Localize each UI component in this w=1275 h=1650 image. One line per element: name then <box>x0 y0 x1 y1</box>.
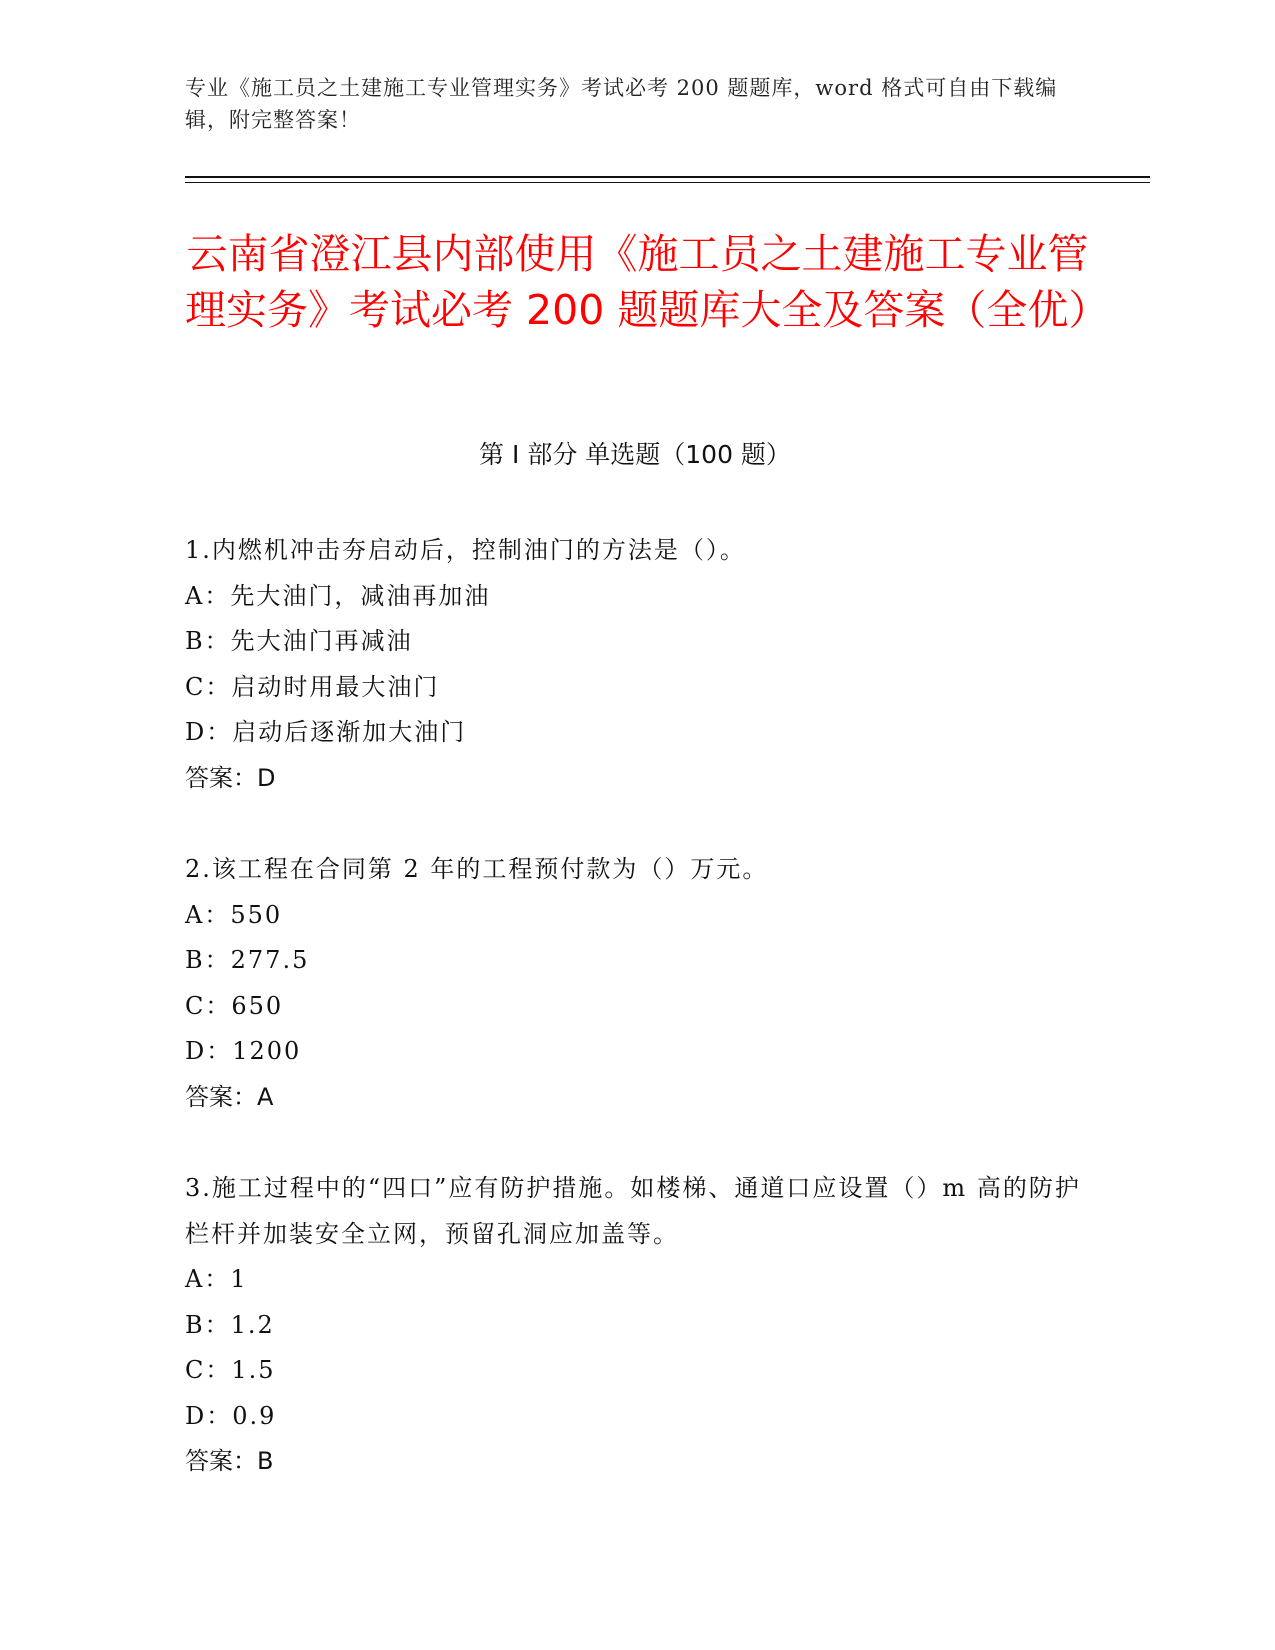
question-1 <box>185 528 1085 801</box>
option-a: A：先大油门，减油再加油 <box>185 581 491 610</box>
question-stem: 2.该工程在合同第 2 年的工程预付款为（）万元。 <box>185 855 769 883</box>
option-c: C：650 <box>185 991 284 1020</box>
question-2 <box>185 847 1085 1120</box>
option-c: C：1.5 <box>185 1356 276 1384</box>
option-d: D：1200 <box>185 1037 302 1065</box>
answer: 答案：A <box>185 1082 274 1111</box>
section-title: 第 I 部分 单选题（100 题） <box>479 440 791 469</box>
header-rule-thin <box>185 182 1150 183</box>
option-a: A：550 <box>185 900 283 929</box>
answer: 答案：B <box>185 1447 274 1475</box>
option-b: B：先大油门再减油 <box>185 627 413 655</box>
document-title: 云南省澄江县内部使用《施工员之土建施工专业管理实务》考试必考 200 题题库大全及答案（全优） <box>185 230 1110 334</box>
option-c: C：启动时用最大油门 <box>185 672 440 701</box>
option-b: B：277.5 <box>185 946 310 974</box>
option-d: D：启动后逐渐加大油门 <box>185 718 467 746</box>
option-a: A：1 <box>185 1265 248 1293</box>
question-3 <box>185 1166 1085 1485</box>
option-d: D：0.9 <box>185 1401 277 1430</box>
header-note: 专业《施工员之土建施工专业管理实务》考试必考 200 题题库，word 格式可自由下载编辑，附完整答案！ <box>185 76 1058 132</box>
question-stem: 1.内燃机冲击夯启动后，控制油门的方法是（）。 <box>185 536 746 564</box>
answer: 答案：D <box>185 763 276 792</box>
question-stem: 3.施工过程中的“四口”应有防护措施。如楼梯、通道口应设置（）m 高的防护栏杆并加装安全立网，预留孔洞应加盖等。 <box>185 1174 1081 1248</box>
question-list <box>185 528 1085 1531</box>
option-b: B：1.2 <box>185 1310 275 1339</box>
header-rule-thick <box>185 176 1150 178</box>
